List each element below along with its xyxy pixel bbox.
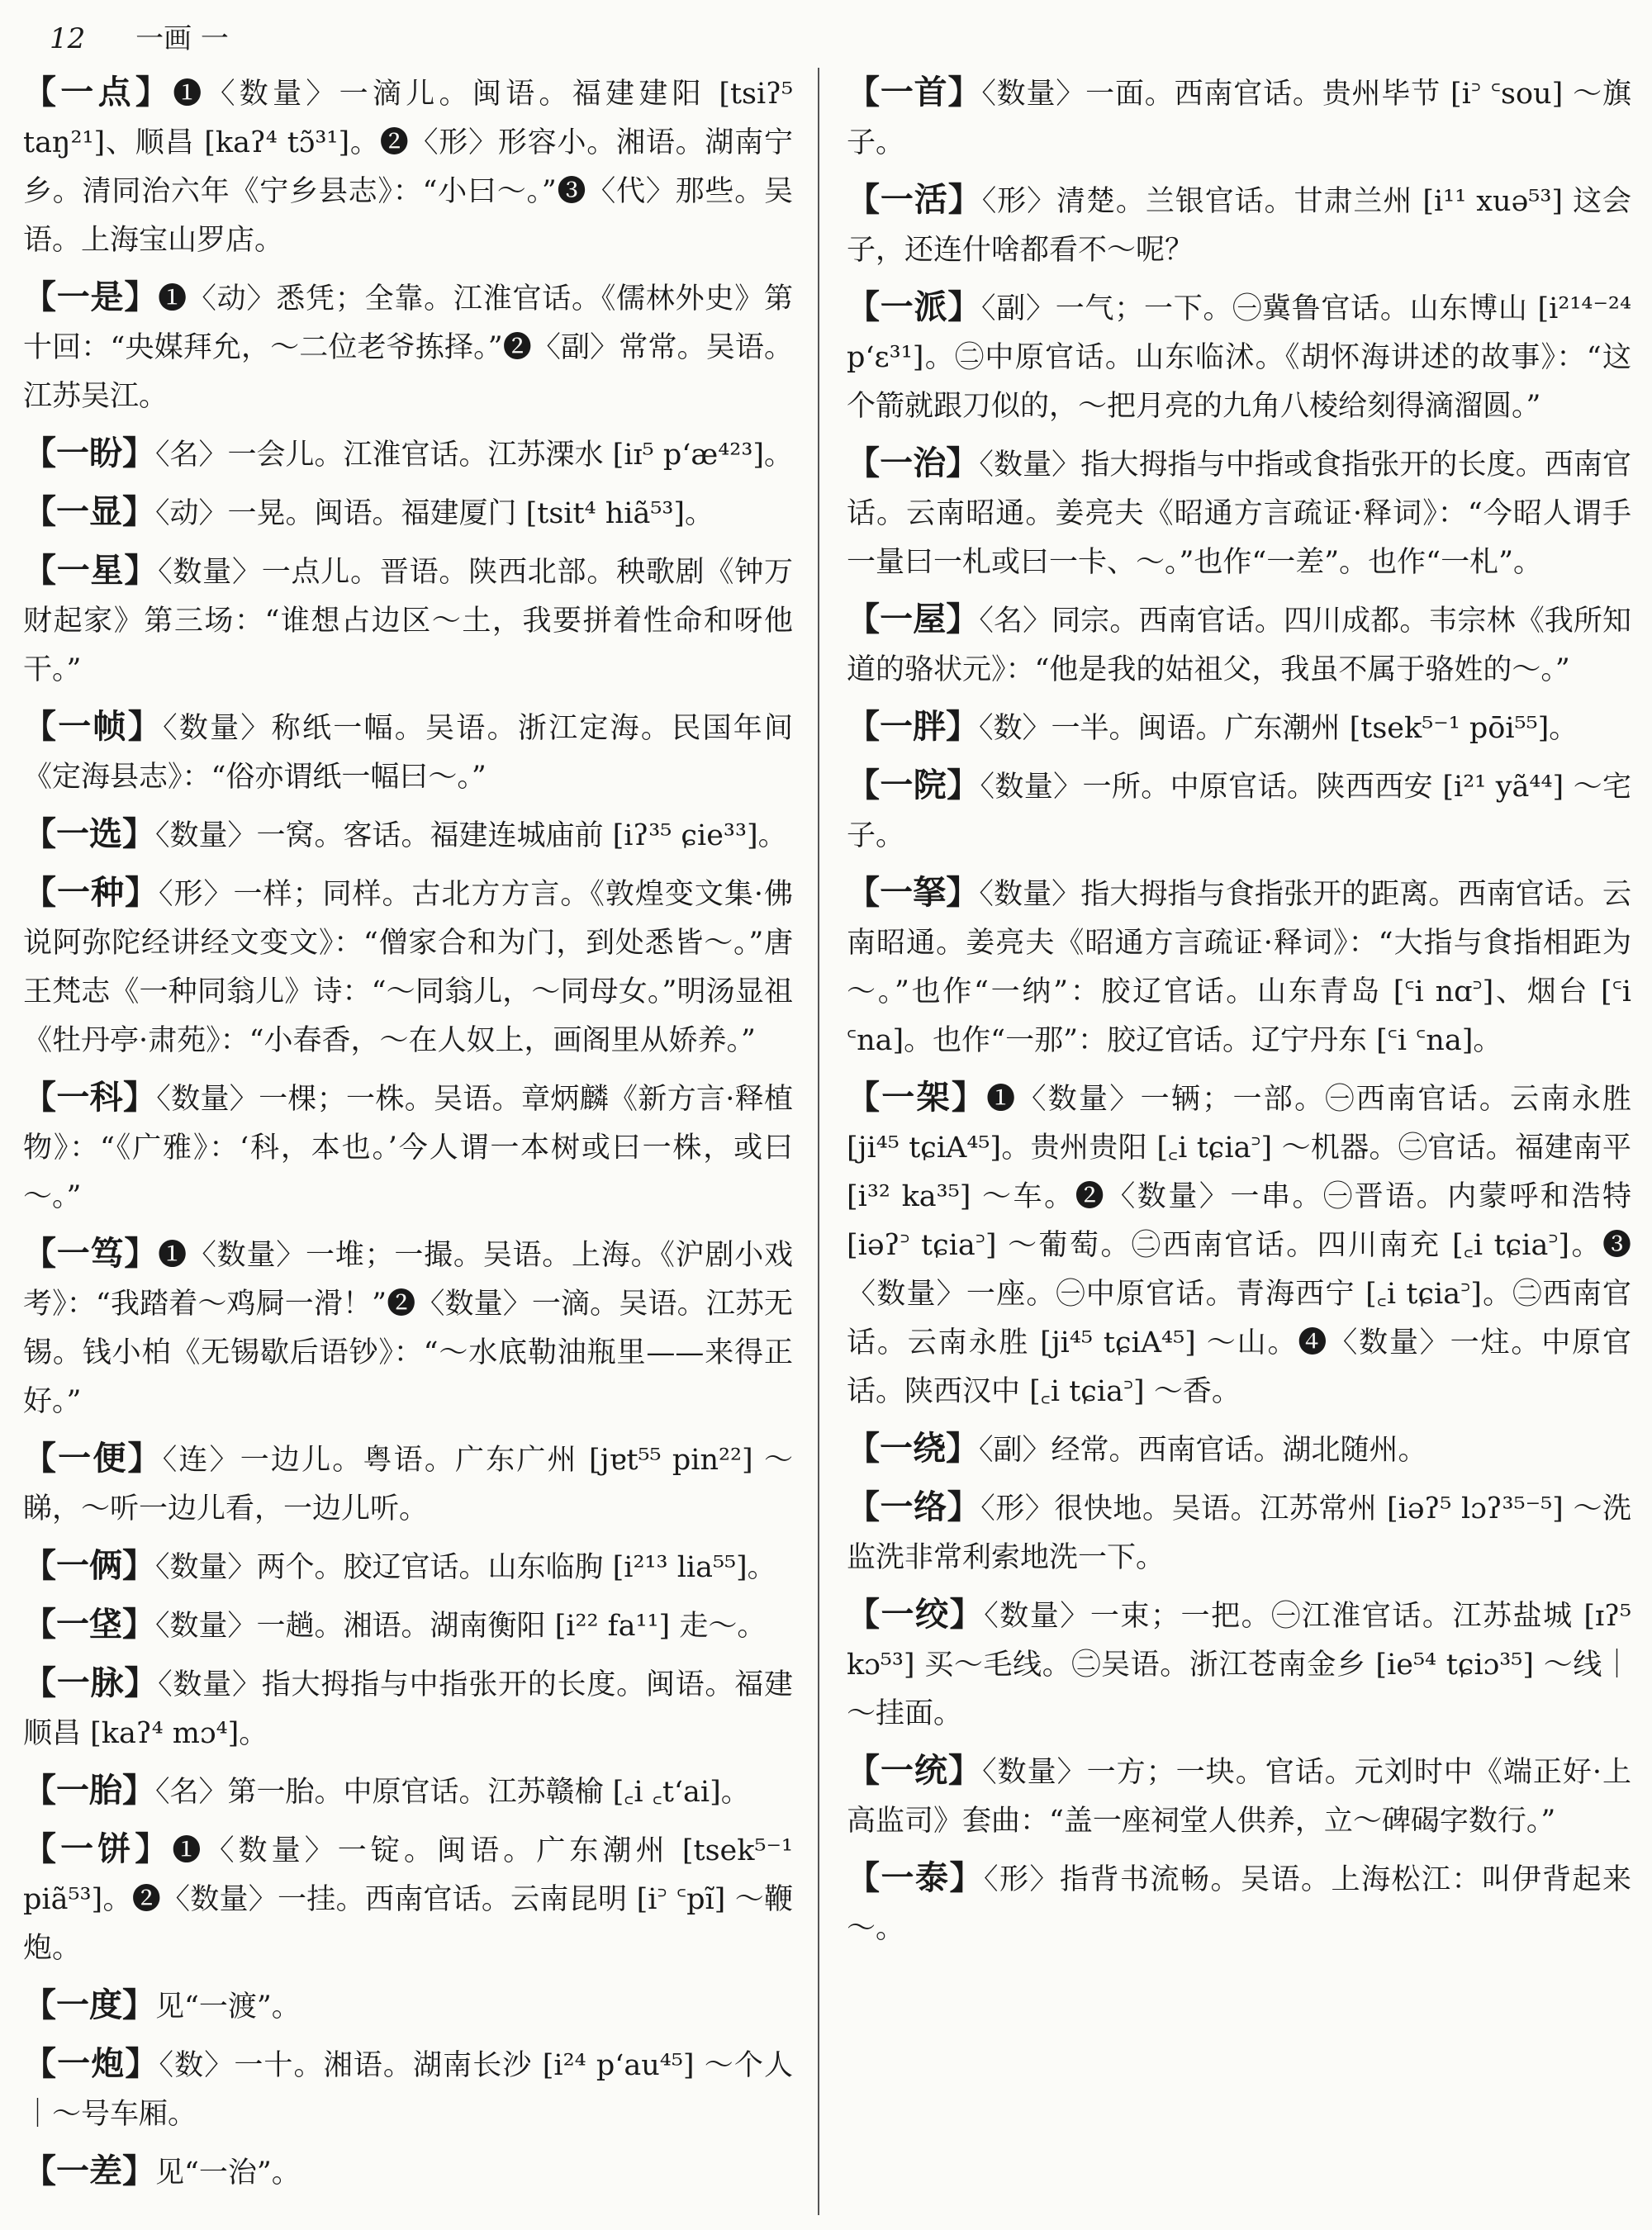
definition: ❶〈动〉悉凭；全靠。江淮官话。《儒林外史》第十回：“央媒拜允，～二位老爷拣择。”❷〈副〉常常。吴语。江苏吴江。 (23, 282, 793, 413)
definition: 〈形〉很快地。吴语。江苏常州 [iəʔ⁵ lɔʔ³⁵⁻⁵] ～洗监洗非常利索地洗一下。 (847, 1492, 1631, 1574)
headword: 【一度】 (23, 1986, 155, 2024)
entry-yidu-crossref (23, 1981, 793, 2032)
headword: 【一选】 (23, 814, 155, 853)
entry-yixing (23, 546, 793, 695)
entry-yitong (847, 1746, 1631, 1846)
entry-yibian (23, 1434, 793, 1534)
definition: 〈数量〉指大拇指与食指张开的距离。西南官话。云南昭通。姜亮夫《昭通方言疏证·释词》：“大指与食指相距为～。”也作“一纳”：胶辽官话。山东青岛 [꜂i nɑ꜄]、烟台 [꜂i ꜂na]。也作“一那”：胶辽官话。辽宁丹东 [꜂i ꜂na]。 (847, 878, 1631, 1057)
headword: 【一院】 (847, 766, 980, 804)
definition: 见“一治”。 (155, 2156, 301, 2190)
definition: 〈数量〉指大拇指与中指或食指张开的长度。西南官话。云南昭通。姜亮夫《昭通方言疏证·释词》：“今昭人谓手一量曰一札或曰一卡、～。”也作“一差”。也作“一札”。 (847, 448, 1631, 579)
headword: 【一拏】 (847, 873, 980, 912)
entry-yilia (23, 1541, 793, 1592)
headword: 【一显】 (23, 492, 155, 531)
headword: 【一活】 (847, 180, 982, 219)
definition: ❶〈数量〉一堆；一撮。吴语。上海。《沪剧小戏考》：“我踏着～鸡屙一滑！”❷〈数量〉一滴。吴语。江苏无锡。钱小柏《无锡歇后语钞》：“～水底勒油瓶里——来得正好。” (23, 1239, 793, 1418)
entry-yipang (847, 702, 1631, 753)
entry-yidian (23, 68, 793, 265)
definition: 〈副〉一气；一下。㊀冀鲁官话。山东博山 [i²¹⁴⁻²⁴ pʻɛ³¹]。㊁中原官话。山东临沭。《胡怀海讲述的故事》：“这个箭就跟刀似的，～把月亮的九角八棱给刻得滴溜圆。” (847, 292, 1631, 423)
headword: 【一星】 (23, 551, 159, 590)
entry-yifa (23, 1600, 793, 1651)
definition: 〈动〉一晃。闽语。福建厦门 [tsit⁴ hiã⁵³]。 (155, 497, 714, 530)
headword: 【一首】 (847, 73, 982, 112)
definition: ❶〈数量〉一滴儿。闽语。福建建阳 [tsiʔ⁵ taŋ²¹]、顺昌 [kaʔ⁴ tɔ̃³¹]。❷〈形〉形容小。湘语。湖南宁乡。清同治六年《宁乡县志》：“小曰～。”❸〈代〉那些。吴语。上海宝山罗店。 (23, 78, 793, 257)
entry-yina (847, 868, 1631, 1065)
entry-yiwu (847, 595, 1631, 695)
definition: 〈名〉同宗。西南官话。四川成都。韦宗林《我所知道的骆状元》：“他是我的姑祖父，我虽不属于骆姓的～。” (847, 605, 1631, 686)
headword: 【一饼】 (23, 1829, 173, 1868)
entry-yipai (847, 282, 1631, 431)
entry-yiluo (847, 1483, 1631, 1582)
headword: 【一点】 (23, 73, 173, 112)
headword: 【一统】 (847, 1751, 983, 1790)
entry-yizhen (23, 702, 793, 802)
entry-yishi (23, 273, 793, 421)
definition: 〈数量〉一趟。湘语。湖南衡阳 [i²² fa¹¹] 走～。 (155, 1610, 767, 1643)
page-header (50, 18, 1602, 59)
definition: 〈副〉经常。西南官话。湖北随州。 (979, 1434, 1427, 1467)
definition: 〈形〉一样；同样。古北方方言。《敦煌变文集·佛说阿弥陀经讲经文变文》：“僧家合和为门，到处悉皆～。”唐王梵志《一种同翁儿》诗：“～同翁儿，～同母女。”明汤显祖《牡丹亭·肃苑》：“小春香，～在人奴上，画阁里从娇养。” (23, 878, 793, 1057)
entry-yirao (847, 1424, 1631, 1475)
definition: 〈数量〉一面。西南官话。贵州毕节 [i꜄ ꜂sou] ～旗子。 (847, 78, 1631, 159)
entry-yihuo (847, 175, 1631, 275)
entry-yipao (23, 2039, 793, 2139)
headword: 【一治】 (847, 444, 980, 482)
definition: 〈数〉一半。闽语。广东潮州 [tsek⁵⁻¹ pōi⁵⁵]。 (979, 712, 1578, 745)
headword: 【一胎】 (23, 1771, 155, 1810)
headword: 【一差】 (23, 2152, 155, 2190)
definition: 〈数量〉一束；一把。㊀江淮官话。江苏盐城 [ɪʔ⁵ kɔ⁵³] 买～毛线。㊁吴语。浙江苍南金乡 [ie⁵⁴ tɕiɔ³⁵] ～线｜～挂面。 (847, 1600, 1631, 1730)
entry-yidu (23, 1229, 793, 1426)
definition: 〈名〉第一胎。中原官话。江苏赣榆 [꜀i ꜀tʻai]。 (155, 1776, 750, 1809)
definition: 〈数量〉一棵；一株。吴语。章炳麟《新方言·释植物》：“《广雅》：‘科，本也。’今人谓一本树或曰一株，或曰～。” (23, 1083, 793, 1213)
headword: 【一绞】 (847, 1595, 985, 1634)
entry-yijia (847, 1073, 1631, 1416)
entry-yicha (23, 2147, 793, 2198)
headword: 【一种】 (23, 873, 159, 912)
definition: 〈数量〉一方；一块。官话。元刘时中《端正好·上高监司》套曲：“盖一座祠堂人供养，立～碑碣字数行。” (847, 1756, 1631, 1838)
headword: 【一绕】 (847, 1429, 979, 1468)
headword: 【一俩】 (23, 1546, 155, 1585)
headword: 【一盼】 (23, 434, 155, 472)
headword: 【一是】 (23, 278, 159, 316)
headword: 【一笃】 (23, 1234, 159, 1273)
headword: 【一脉】 (23, 1663, 159, 1702)
section-title: 一画 一 (135, 22, 229, 55)
column-divider (818, 68, 819, 2215)
definition: 〈数量〉一窝。客话。福建连城庙前 [iʔ³⁵ ɕie³³]。 (155, 819, 787, 852)
definition: 〈形〉指背书流畅。吴语。上海松江：叫伊背起来～。 (847, 1863, 1631, 1945)
entry-yitai-fluent (847, 1853, 1631, 1953)
definition: 〈数〉一十。湘语。湖南长沙 [i²⁴ pʻau⁴⁵] ～个人｜～号车厢。 (23, 2049, 793, 2131)
entry-yipan (23, 429, 793, 480)
definition: 〈数量〉称纸一幅。吴语。浙江定海。民国年间《定海县志》：“俗亦谓纸一幅曰～。” (23, 712, 793, 794)
entry-yiyuan (847, 761, 1631, 861)
definition: ❶〈数量〉一辆；一部。㊀西南官话。云南永胜 [ji⁴⁵ tɕiA⁴⁵]。贵州贵阳 [꜀i tɕia꜄] ～机器。㊁官话。福建南平 [i³² ka³⁵] ～车。❷〈数量〉一串。㊀晋语。内蒙呼和浩特 [iəʔ꜄ tɕia꜄] ～葡萄。㊁西南官话。四川南充 [꜀i tɕia꜄]。❸〈数量〉一座。㊀中原官话。青海西宁 [꜀i tɕia꜄]。㊁西南官话。云南永胜 [ji⁴⁵ tɕiA⁴⁵] ～山。❹〈数量〉一炷。中原官话。陕西汉中 [꜀i tɕia꜄] ～香。 (847, 1083, 1631, 1408)
headword: 【一胖】 (847, 707, 979, 746)
definition: 〈数量〉一点儿。晋语。陕西北部。秧歌剧《钟万财起家》第三场：“谁想占边区～土，我要拼着性命和呀他干。” (23, 556, 793, 686)
definition: 见“一渡”。 (155, 1990, 301, 2024)
right-column (847, 68, 1631, 1961)
definition: ❶〈数量〉一锭。闽语。广东潮州 [tsek⁵⁻¹ piã⁵³]。❷〈数量〉一挂。西南官话。云南昆明 [i꜄ ꜂pĩ] ～鞭炮。 (23, 1834, 794, 1965)
entry-yizhong (23, 868, 793, 1065)
definition: 〈数量〉两个。胶辽官话。山东临朐 [i²¹³ lia⁵⁵]。 (155, 1551, 776, 1584)
entry-yike (23, 1073, 793, 1222)
definition: 〈名〉一会儿。江淮官话。江苏溧水 [iɪ⁵ pʻæ⁴²³]。 (155, 439, 794, 472)
entry-yixian (23, 487, 793, 539)
page-number: 12 (50, 22, 86, 55)
entry-yixuan (23, 809, 793, 861)
headword: 【一泰】 (847, 1858, 984, 1897)
definition: 〈连〉一边儿。粤语。广东广州 [jɐt⁵⁵ pin²²] ～睇，～听一边儿看，一边儿听。 (23, 1444, 794, 1525)
definition: 〈数量〉指大拇指与中指张开的长度。闽语。福建顺昌 [kaʔ⁴ mɔ⁴]。 (23, 1668, 793, 1750)
headword: 【一帧】 (23, 707, 164, 746)
entry-yibing (23, 1824, 793, 1973)
headword: 【一垡】 (23, 1605, 155, 1644)
left-column (23, 68, 793, 2205)
definition: 〈形〉清楚。兰银官话。甘肃兰州 [i¹¹ xuə⁵³] 这会子，还连什啥都看不～呢？ (847, 185, 1632, 267)
headword: 【一络】 (847, 1487, 981, 1526)
entry-yishou (847, 68, 1631, 168)
headword: 【一派】 (847, 287, 981, 326)
entry-yijiao (847, 1590, 1631, 1739)
entry-yitai (23, 1766, 793, 1817)
headword: 【一便】 (23, 1439, 163, 1478)
entry-yimai (23, 1658, 793, 1758)
definition: 〈数量〉一所。中原官话。陕西西安 [i²¹ yã⁴⁴] ～宅子。 (847, 771, 1631, 852)
headword: 【一架】 (847, 1078, 987, 1117)
entry-yiqia (847, 439, 1631, 587)
headword: 【一屋】 (847, 600, 980, 638)
headword: 【一炮】 (23, 2044, 159, 2083)
headword: 【一科】 (23, 1078, 157, 1117)
